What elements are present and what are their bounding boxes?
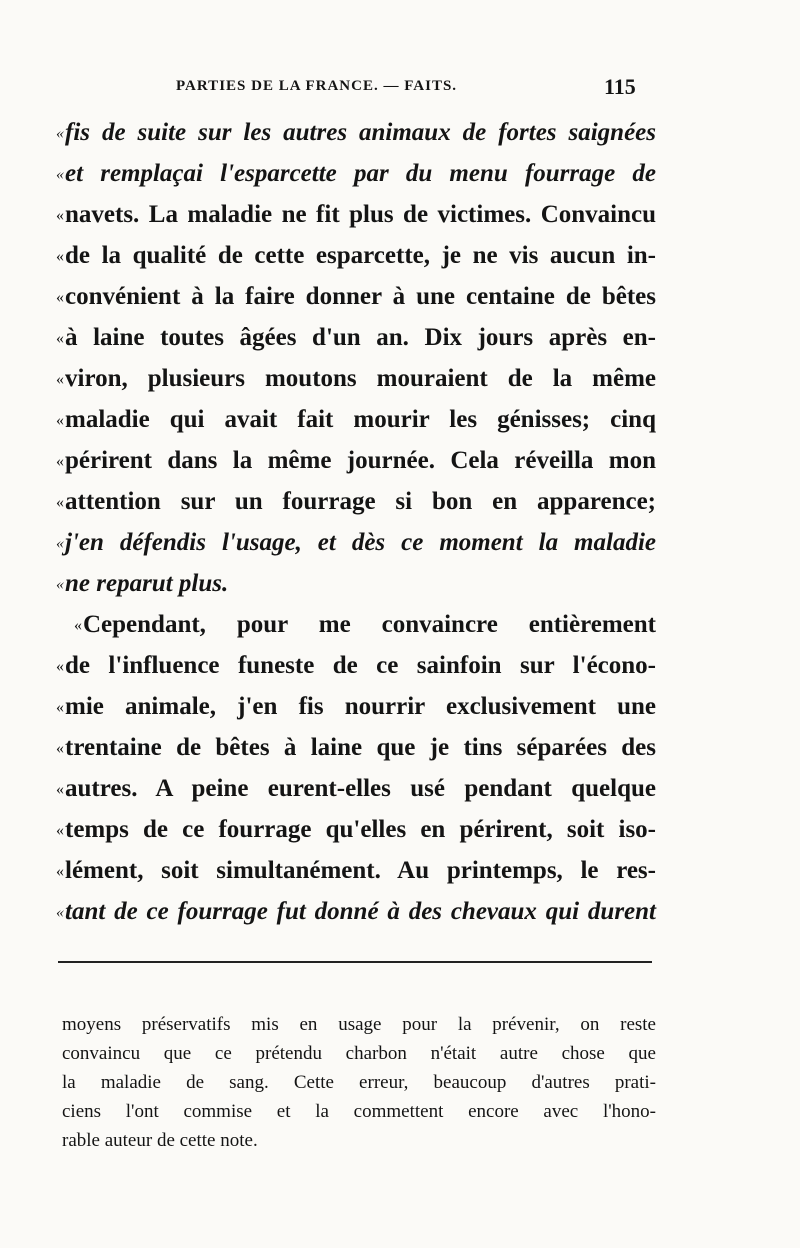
footnote-line: la maladie de sang. Cette erreur, beaucoup d'autres prati-: [62, 1072, 656, 1093]
text-line-content: navets. La maladie ne fit plus de victimes. Convaincu: [65, 201, 656, 228]
text-line: [56, 850, 656, 891]
text-line-content: de la qualité de cette esparcette, je ne vis aucun in-: [65, 242, 656, 269]
text-line: [56, 522, 656, 563]
quote-mark: «: [56, 330, 64, 347]
text-line-content: tant de ce fourrage fut donné à des chevaux qui durent: [65, 898, 656, 925]
footnote: [62, 1010, 656, 1155]
main-text: [56, 112, 656, 932]
text-line: [56, 194, 656, 235]
text-line-content: ne reparut plus.: [65, 570, 229, 597]
footnote-line: rable auteur de cette note.: [62, 1130, 258, 1151]
quote-mark: «: [56, 822, 64, 839]
quote-mark: «: [56, 289, 64, 306]
text-line: [56, 235, 656, 276]
text-line: [56, 563, 656, 604]
text-line: [56, 112, 656, 153]
text-line-content: à laine toutes âgées d'un an. Dix jours après en-: [65, 324, 656, 351]
quote-mark: «: [56, 494, 64, 511]
quote-mark: «: [56, 904, 64, 921]
text-line: [56, 727, 656, 768]
quote-mark: «: [56, 740, 64, 757]
quote-mark: «: [74, 617, 82, 634]
text-line: [56, 358, 656, 399]
quote-mark: «: [56, 453, 64, 470]
text-line-content: Cependant, pour me convaincre entièrement: [83, 611, 656, 638]
text-line: [56, 276, 656, 317]
running-head-title: PARTIES DE LA FRANCE. — FAITS.: [176, 78, 458, 94]
quote-mark: «: [56, 412, 64, 429]
text-line-content: lément, soit simultanément. Au printemps, le res-: [65, 857, 656, 884]
text-line-content: maladie qui avait fait mourir les génisses; cinq: [65, 406, 656, 433]
text-line-content: attention sur un fourrage si bon en apparence;: [65, 488, 656, 515]
footnote-divider: [58, 961, 652, 963]
footnote-line: moyens préservatifs mis en usage pour la prévenir, on reste: [62, 1014, 656, 1035]
text-line-content: j'en défendis l'usage, et dès ce moment la maladie: [65, 529, 656, 556]
text-line: [56, 686, 656, 727]
text-line: [56, 891, 656, 932]
quote-mark: «: [56, 781, 64, 798]
quote-mark: «: [56, 166, 64, 183]
text-line-content: convénient à la faire donner à une centaine de bêtes: [65, 283, 656, 310]
quote-mark: «: [56, 576, 64, 593]
text-line: [56, 645, 656, 686]
text-line-content: viron, plusieurs moutons mouraient de la même: [65, 365, 656, 392]
text-line-content: mie animale, j'en fis nourrir exclusivement une: [65, 693, 656, 720]
text-line-content: de l'influence funeste de ce sainfoin sur l'écono-: [65, 652, 656, 679]
text-line: [56, 153, 656, 194]
text-line-content: périrent dans la même journée. Cela réveilla mon: [65, 447, 656, 474]
text-line: [56, 399, 656, 440]
text-line-content: et remplaçai l'esparcette par du menu fourrage de: [65, 160, 656, 187]
text-line-content: autres. A peine eurent-elles usé pendant quelque: [65, 775, 656, 802]
text-line: [56, 604, 656, 645]
text-line-content: trentaine de bêtes à laine que je tins séparées des: [65, 734, 656, 761]
footnote-line: ciens l'ont commise et la commettent encore avec l'hono-: [62, 1101, 656, 1122]
text-line: [56, 768, 656, 809]
quote-mark: «: [56, 125, 64, 142]
text-line-content: temps de ce fourrage qu'elles en périrent, soit iso-: [65, 816, 656, 843]
quote-mark: «: [56, 248, 64, 265]
text-line: [56, 809, 656, 850]
quote-mark: «: [56, 207, 64, 224]
running-head: [0, 74, 800, 104]
text-line: [56, 481, 656, 522]
quote-mark: «: [56, 658, 64, 675]
quote-mark: «: [56, 371, 64, 388]
text-line: [56, 440, 656, 481]
quote-mark: «: [56, 699, 64, 716]
quote-mark: «: [56, 535, 64, 552]
footnote-line: convaincu que ce prétendu charbon n'était autre chose que: [62, 1043, 656, 1064]
text-line: [56, 317, 656, 358]
text-line-content: fis de suite sur les autres animaux de fortes saignées: [65, 119, 656, 146]
quote-mark: «: [56, 863, 64, 880]
page-number: 115: [604, 74, 636, 99]
